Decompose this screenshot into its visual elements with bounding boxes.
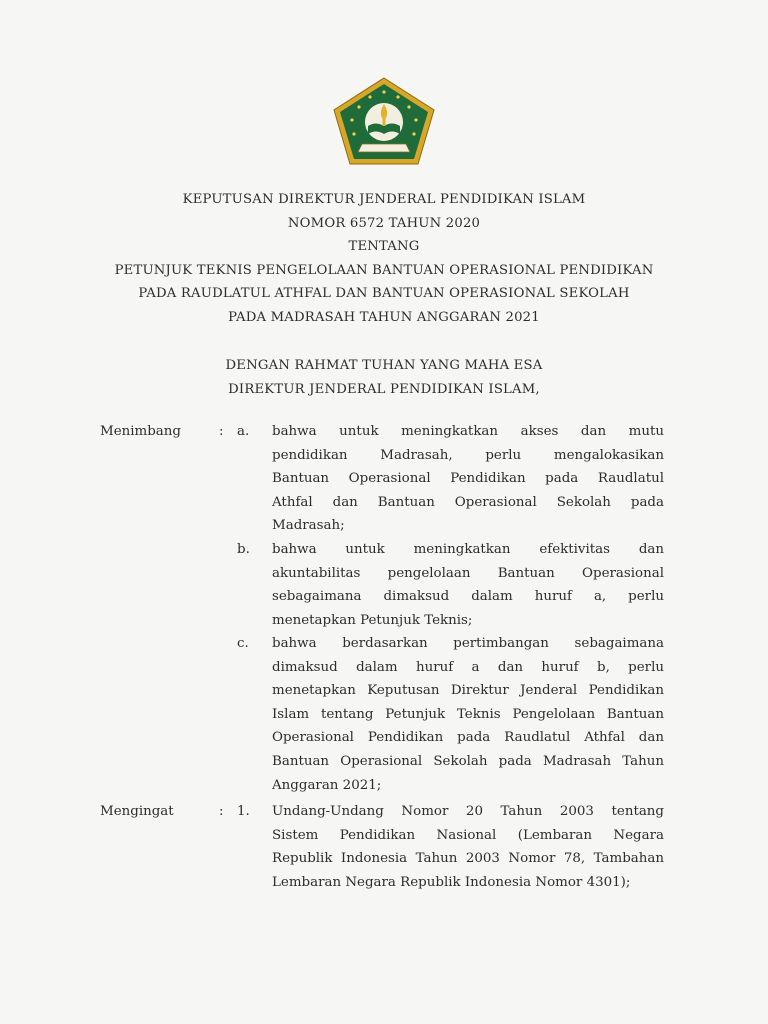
mengingat-item-1-marker: 1. <box>237 804 250 819</box>
mengingat-colon: : <box>219 804 224 819</box>
text-line: Lembaran Negara Republik Indonesia Nomor 4301); <box>272 874 631 890</box>
text-line: Islam tentang Petunjuk Teknis Pengelolaan Bantuan <box>272 706 664 722</box>
mengingat-label: Mengingat <box>100 804 174 819</box>
text-line: Operasional Pendidikan pada Raudlatul Athfal dan <box>272 730 664 746</box>
text-line: menetapkan Keputusan Direktur Jenderal Pendidikan <box>272 683 664 699</box>
text-line: pendidikan Madrasah, perlu mengalokasikan <box>272 447 664 463</box>
preamble-line: DENGAN RAHMAT TUHAN YANG MAHA ESA <box>225 358 543 373</box>
preamble-block <box>0 354 768 401</box>
decree-subject-line: PETUNJUK TEKNIS PENGELOLAAN BANTUAN OPERASIONAL PENDIDIKAN <box>114 262 654 278</box>
text-line: dimaksud dalam huruf a dan huruf b, perlu <box>272 659 664 675</box>
text-line: Madrasah; <box>272 518 345 534</box>
text-line: Bantuan Operasional Sekolah pada Madrasah Tahun <box>272 753 664 769</box>
text-line: bahwa untuk meningkatkan akses dan mutu <box>272 424 664 439</box>
text-line: bahwa untuk meningkatkan efektivitas dan <box>272 542 664 557</box>
menimbang-item-b-marker: b. <box>237 542 250 557</box>
decree-subject-line: PADA MADRASAH TAHUN ANGGARAN 2021 <box>228 309 540 325</box>
decree-title-line: KEPUTUSAN DIREKTUR JENDERAL PENDIDIKAN ISLAM <box>182 192 586 207</box>
preamble-line: DIREKTUR JENDERAL PENDIDIKAN ISLAM, <box>228 381 540 397</box>
mengingat-item-1-text <box>272 800 664 894</box>
text-line: akuntabilitas pengelolaan Bantuan Operasional <box>272 565 664 581</box>
menimbang-item-c-text <box>272 632 664 797</box>
menimbang-item-c-marker: c. <box>237 636 249 651</box>
decree-subject-line: PADA RAUDLATUL ATHFAL DAN BANTUAN OPERASIONAL SEKOLAH <box>138 286 630 301</box>
text-line: Anggaran 2021; <box>272 777 382 793</box>
menimbang-label: Menimbang <box>100 424 181 439</box>
text-line: Undang-Undang Nomor 20 Tahun 2003 tentang <box>272 804 664 819</box>
text-line: Bantuan Operasional Pendidikan pada Raudlatul <box>272 471 664 487</box>
kementerian-agama-logo <box>332 76 436 166</box>
menimbang-item-a-text <box>272 420 664 538</box>
decree-number-line: NOMOR 6572 TAHUN 2020 <box>287 215 481 231</box>
decree-title-block <box>0 188 768 329</box>
text-line: sebagaimana dimaksud dalam huruf a, perlu <box>272 589 664 605</box>
menimbang-item-b-text <box>272 538 664 632</box>
menimbang-item-a-marker: a. <box>237 424 250 439</box>
text-line: Republik Indonesia Tahun 2003 Nomor 78, Tambahan <box>272 851 664 867</box>
menimbang-colon: : <box>219 424 224 439</box>
text-line: Athfal dan Bantuan Operasional Sekolah pada <box>272 494 664 510</box>
text-line: Sistem Pendidikan Nasional (Lembaran Negara <box>272 827 664 843</box>
text-line: menetapkan Petunjuk Teknis; <box>272 612 473 628</box>
decree-tentang-line: TENTANG <box>348 239 420 254</box>
text-line: bahwa berdasarkan pertimbangan sebagaimana <box>272 636 664 651</box>
